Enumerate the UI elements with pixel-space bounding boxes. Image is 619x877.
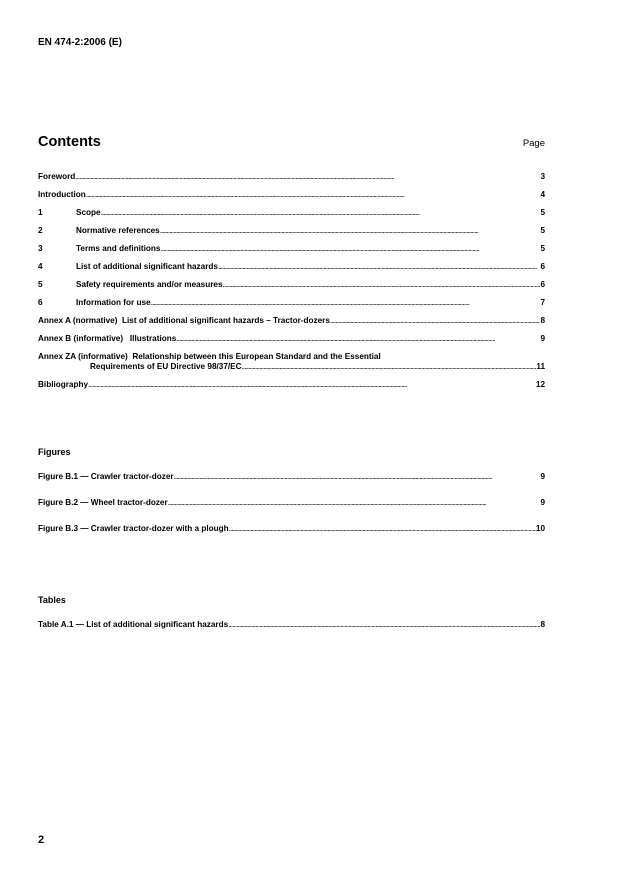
dot-leader [218,262,541,272]
toc-entry-title: Terms and definitions [76,244,161,253]
toc-entry-title: Bibliography [38,380,89,389]
figures-heading: Figures [38,447,71,457]
table-entry-page: 8 [540,620,545,629]
dot-leader [151,298,541,308]
dot-leader [160,226,541,236]
toc-entry-number: 6 [38,298,43,307]
dot-leader [160,244,540,254]
toc-entry-page: 11 [536,362,545,371]
dot-leader [176,334,540,344]
toc-entry-page: 3 [540,172,545,181]
figure-entry-page: 10 [535,524,545,533]
figure-entry[interactable] [38,524,545,534]
toc-entry-annex-za[interactable] [38,352,545,372]
table-of-contents [38,172,545,390]
tables-list [38,620,545,646]
toc-entry-number: 2 [38,226,43,235]
figure-entry-page: 9 [540,472,545,481]
figure-entry-title: Figure B.2 — Wheel tractor-dozer [38,498,168,507]
toc-entry-title: Annex B (informative) Illustrations [38,334,177,343]
toc-entry-page: 8 [540,316,545,325]
toc-entry-title: List of additional significant hazards [76,262,218,271]
dot-leader [330,316,541,326]
page-column-label: Page [522,138,545,149]
page-number: 2 [38,834,45,846]
page-title: Contents [38,134,101,150]
dot-leader [101,208,541,218]
table-entry-title: Table A.1 — List of additional significant hazards [38,620,229,629]
toc-entry-page: 5 [540,226,545,235]
toc-entry-page: 6 [540,262,545,271]
toc-entry-title: Normative references [76,226,160,235]
toc-entry-title: Scope [76,208,101,217]
toc-entry-title: Foreword [38,172,76,181]
toc-entry-safety-requirements[interactable] [38,280,545,290]
toc-entry-title: Introduction [38,190,86,199]
figure-entry-title: Figure B.3 — Crawler tractor-dozer with a plough [38,524,229,533]
dot-leader [228,620,540,630]
toc-entry-annex-a[interactable] [38,316,545,326]
toc-entry-title: Annex ZA (informative) Relationship between this European Standard and the Essential [38,352,381,361]
toc-entry-scope[interactable] [38,208,545,218]
figures-list [38,472,545,550]
tables-heading: Tables [38,595,66,605]
toc-entry-page: 12 [535,380,545,389]
toc-entry-page: 6 [540,280,545,289]
toc-entry-information-for-use[interactable] [38,298,545,308]
toc-entry-page: 5 [540,244,545,253]
toc-entry-title: Safety requirements and/or measures [76,280,223,289]
dot-leader [242,362,537,372]
dot-leader [75,172,540,182]
table-entry[interactable] [38,620,545,630]
dot-leader [86,190,541,200]
toc-entry-annex-b[interactable] [38,334,545,344]
toc-entry-page: 5 [540,208,545,217]
figure-entry[interactable] [38,498,545,508]
toc-entry-normative-references[interactable] [38,226,545,236]
toc-entry-page: 7 [540,298,545,307]
toc-entry-title-continued: Requirements of EU Directive 98/37/EC [90,362,242,371]
toc-entry-number: 1 [38,208,43,217]
toc-entry-terms-and-definitions[interactable] [38,244,545,254]
toc-entry-hazards[interactable] [38,262,545,272]
document-header: EN 474-2:2006 (E) [38,37,122,48]
dot-leader [174,472,541,482]
toc-entry-bibliography[interactable] [38,380,545,390]
figure-entry-title: Figure B.1 — Crawler tractor-dozer [38,472,174,481]
toc-entry-introduction[interactable] [38,190,545,200]
toc-entry-page: 4 [540,190,545,199]
dot-leader [223,280,541,290]
toc-entry-foreword[interactable] [38,172,545,182]
dot-leader [229,524,536,534]
toc-entry-title: Annex A (normative) List of additional significant hazards – Tractor-dozers [38,316,330,325]
toc-entry-title: Information for use [76,298,151,307]
dot-leader [88,380,536,390]
figure-entry-page: 9 [540,498,545,507]
toc-entry-number: 3 [38,244,43,253]
toc-entry-page: 9 [540,334,545,343]
toc-entry-number: 5 [38,280,43,289]
figure-entry[interactable] [38,472,545,482]
toc-entry-number: 4 [38,262,43,271]
dot-leader [168,498,541,508]
